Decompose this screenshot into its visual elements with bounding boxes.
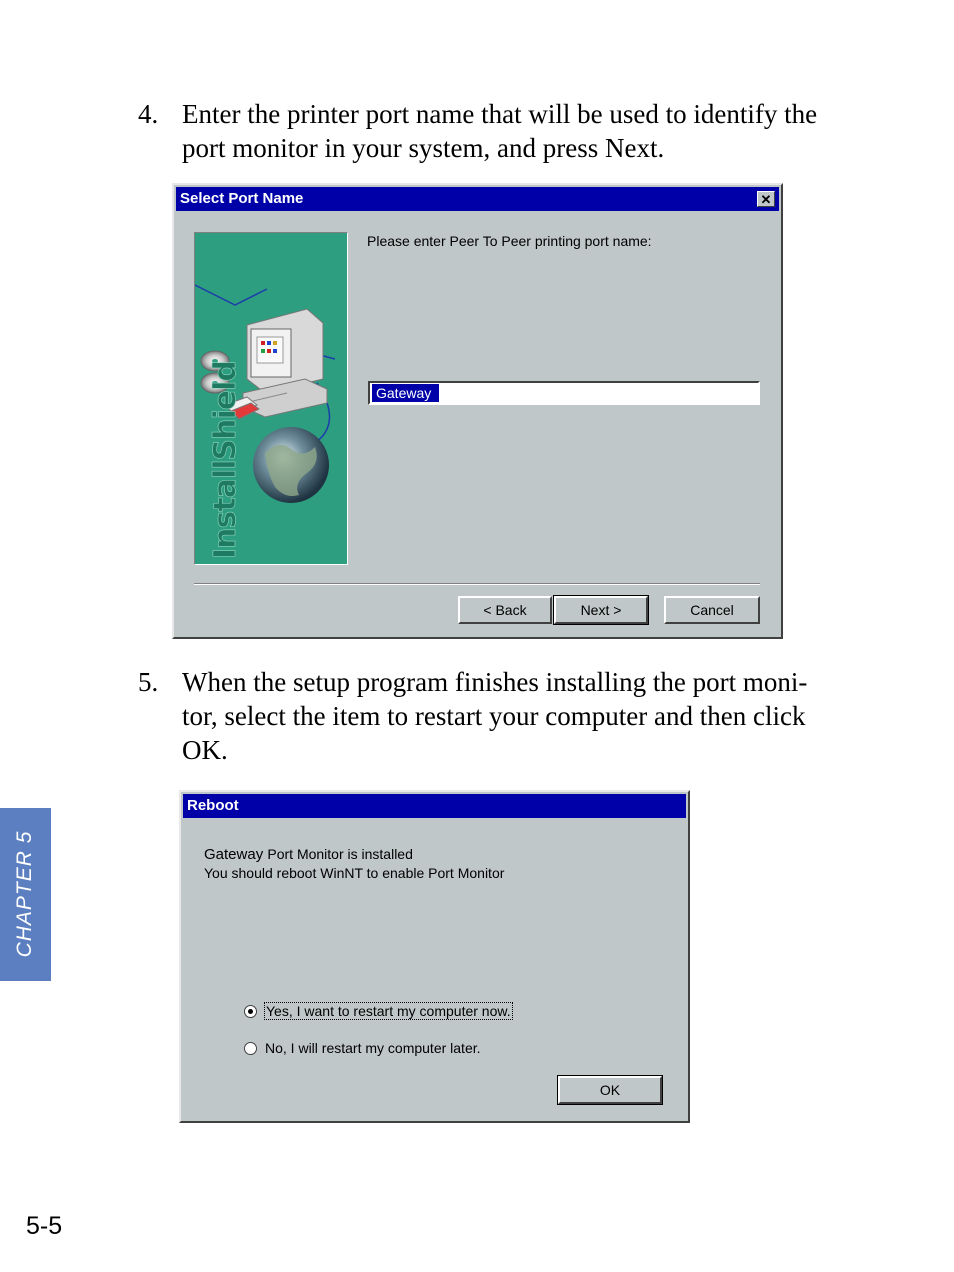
dialog-separator: [194, 583, 760, 585]
step-5-number: 5.: [138, 667, 159, 697]
step-5-line-3: OK.: [182, 735, 228, 765]
step-4-line-1: Enter the printer port name that will be used to identify the: [182, 99, 818, 129]
reboot-message: [204, 845, 504, 882]
step-4-number: 4.: [138, 99, 159, 129]
radio-no-label: No, I will restart my computer later.: [265, 1040, 481, 1056]
dialog-title: Select Port Name: [180, 190, 304, 207]
brand-name: Gateway: [204, 846, 264, 863]
close-button[interactable]: [757, 191, 775, 207]
cancel-button[interactable]: Cancel: [664, 596, 760, 624]
step-5-line-1: When the setup program finishes installing the port moni-: [182, 667, 808, 697]
computer-icon: [243, 309, 327, 417]
chapter-tab: [0, 808, 51, 981]
close-icon: ✕: [760, 192, 772, 207]
chapter-label: CHAPTER 5: [13, 830, 36, 958]
ok-button[interactable]: OK: [558, 1076, 662, 1104]
dialog-titlebar: [176, 187, 779, 211]
radio-yes-control[interactable]: [244, 1005, 257, 1018]
reboot-title: Reboot: [187, 797, 239, 814]
step-5-text: [138, 665, 860, 767]
page-number: 5-5: [26, 1212, 63, 1240]
step-4-text: [138, 97, 860, 165]
back-button[interactable]: < Back: [458, 596, 552, 624]
install-status: Port Monitor is installed: [267, 846, 413, 862]
radio-selected-dot: [248, 1009, 253, 1014]
reboot-dialog: [179, 790, 690, 1123]
reboot-titlebar: [183, 794, 686, 818]
port-name-selected-text: Gateway: [372, 384, 439, 402]
port-name-prompt: Please enter Peer To Peer printing port name:: [367, 233, 652, 249]
installshield-banner: [194, 232, 348, 565]
port-name-input[interactable]: [368, 381, 760, 405]
radio-no-control[interactable]: [244, 1042, 257, 1055]
reboot-message-line-2: You should reboot WinNT to enable Port Monitor: [204, 865, 505, 881]
reboot-message-line-1: [204, 845, 504, 864]
step-4-line-2: port monitor in your system, and press Next.: [182, 133, 665, 163]
next-button[interactable]: Next >: [554, 596, 648, 624]
step-5-line-2: tor, select the item to restart your computer and then click: [182, 701, 806, 731]
radio-yes-label: Yes, I want to restart my computer now.: [266, 1003, 511, 1019]
select-port-name-dialog: [172, 183, 783, 639]
globe-icon: [253, 427, 329, 503]
installshield-artwork: [195, 233, 347, 564]
installshield-wordmark: InstallShield: [208, 361, 243, 559]
